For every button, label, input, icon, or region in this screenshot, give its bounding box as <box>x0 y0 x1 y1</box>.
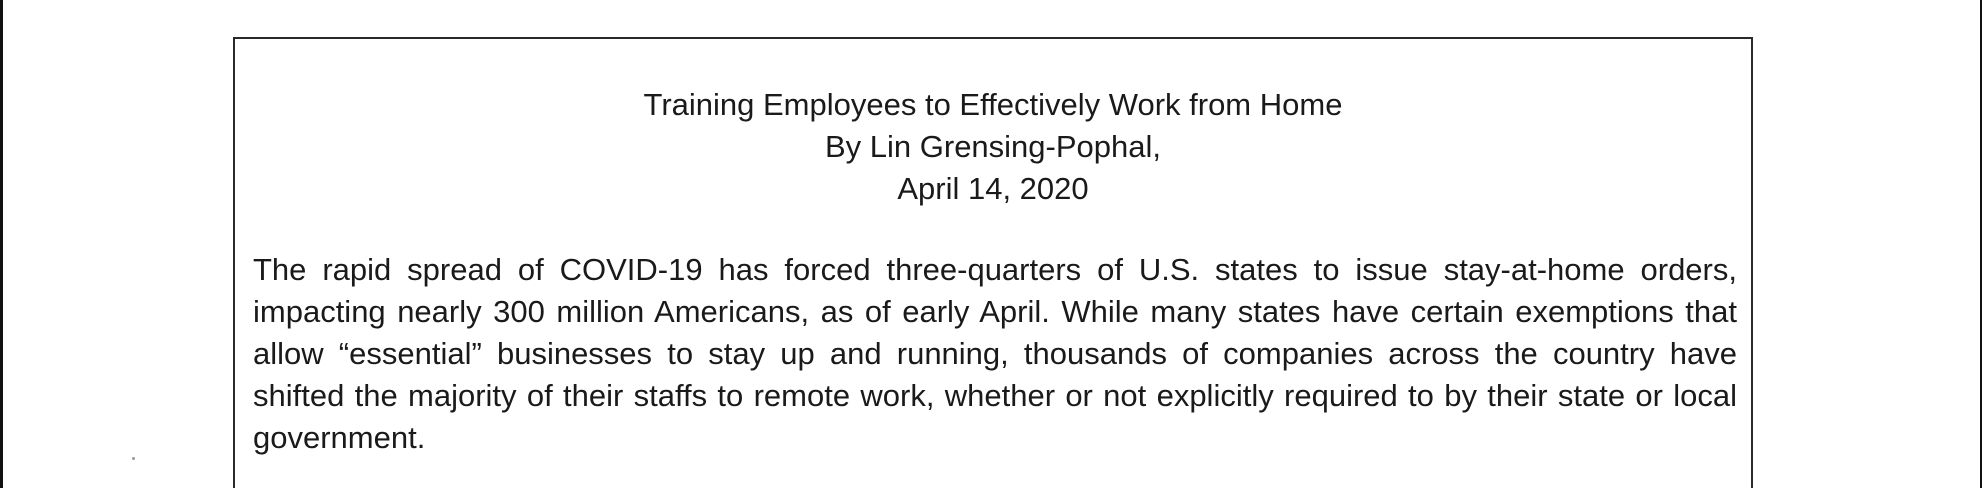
document-header <box>235 84 1751 210</box>
page-left-edge <box>0 0 3 488</box>
document-byline: By Lin Grensing-Pophal, <box>824 129 1162 164</box>
scan-speck <box>132 457 135 460</box>
document-date: April 14, 2020 <box>897 171 1089 206</box>
document-frame <box>233 37 1753 488</box>
document-title: Training Employees to Effectively Work from Home <box>643 87 1343 122</box>
document-paragraph: The rapid spread of COVID-19 has forced three-quarters of U.S. states to issue stay-at-home orders, impacting nearly 300 million Americans, as of early April. While many states have certain exemptions that allow “essential” businesses to stay up and running, thousands of companies across the country have shifted the majority of their staffs to remote work, whether or not explicitly required to by their state or local government. <box>253 252 1737 455</box>
